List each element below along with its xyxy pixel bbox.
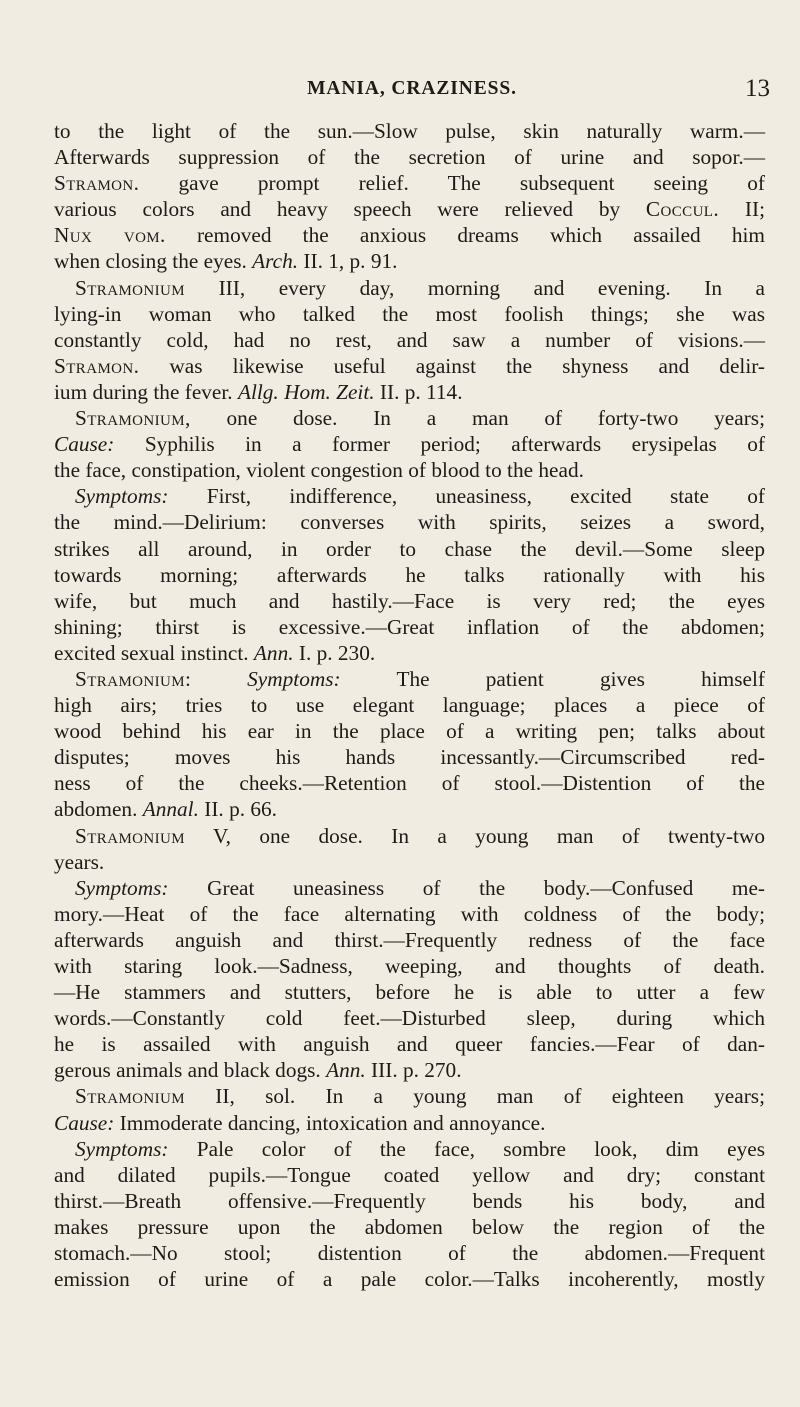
- text-run: towards morning; afterwards he talks rationally with his: [54, 562, 765, 587]
- text-line: [54, 170, 765, 196]
- text-run: III, every day, morning and evening. In a: [185, 275, 765, 300]
- text-run: excited sexual instinct.: [54, 640, 254, 665]
- italic-text: Symptoms:: [247, 666, 341, 691]
- text-line: [54, 875, 765, 901]
- text-run: —He stammers and stutters, before he is able to utter a few: [54, 980, 765, 1005]
- text-run: was likewise useful against the shyness and delir-: [139, 353, 765, 378]
- text-line: [54, 823, 765, 849]
- text-run: one dose. In a man of forty-two years;: [190, 406, 765, 431]
- text-line: [54, 405, 765, 431]
- text-run: II, sol. In a young man of eighteen years;: [185, 1084, 765, 1109]
- text-run: gave prompt relief. The subsequent seeing of: [139, 171, 765, 196]
- text-run: high airs; tries to use elegant language; places a piece of: [54, 693, 765, 718]
- text-line: [54, 536, 765, 562]
- text-run: emission of urine of a pale color.—Talks incoherently, mostly: [54, 1267, 765, 1292]
- text-run: II. 1, p. 91.: [298, 249, 398, 274]
- text-run: disputes; moves his hands incessantly.—Circumscribed red-: [54, 745, 765, 770]
- text-run: years.: [54, 849, 105, 874]
- text-run: the face, constipation, violent congestion of blood to the head.: [54, 458, 584, 483]
- italic-text: Annal.: [142, 797, 199, 822]
- text-run: lying-in woman who talked the most foolish things; she was: [54, 301, 765, 326]
- paragraph: [54, 483, 765, 666]
- italic-text: Cause:: [54, 432, 115, 457]
- text-line: [54, 614, 765, 640]
- text-run: words.—Constantly cold feet.—Disturbed sleep, during which: [54, 1006, 765, 1031]
- text-line: [54, 353, 765, 379]
- paragraph: [54, 823, 765, 875]
- text-run: Pale color of the face, sombre look, dim eyes: [168, 1136, 765, 1161]
- italic-text: Ann.: [253, 640, 294, 665]
- text-run: when closing the eyes.: [54, 249, 253, 274]
- text-line: [54, 1136, 765, 1162]
- text-line: [54, 1214, 765, 1240]
- text-run: various colors and heavy speech were relieved by: [54, 197, 646, 222]
- text-run: abdomen.: [54, 797, 143, 822]
- italic-text: Symptoms:: [75, 875, 169, 900]
- text-line: [54, 1266, 765, 1292]
- text-line: [54, 1240, 765, 1266]
- italic-text: Symptoms:: [75, 1136, 169, 1161]
- text-line: [54, 1188, 765, 1214]
- remedy-name: Stramon.: [54, 171, 140, 196]
- text-line: [54, 222, 765, 248]
- text-line: [54, 692, 765, 718]
- text-run: stomach.—No stool; distention of the abdomen.—Frequent: [54, 1241, 765, 1266]
- text-line: [54, 327, 765, 353]
- italic-text: Allg. Hom. Zeit.: [237, 379, 375, 404]
- text-line: [54, 379, 765, 405]
- text-line: [54, 640, 765, 666]
- text-line: [54, 1005, 765, 1031]
- text-run: Afterwards suppression of the secretion of urine and sopor.—: [54, 145, 765, 170]
- text-line: [54, 1162, 765, 1188]
- text-run: V, one dose. In a young man of twenty-two: [185, 823, 765, 848]
- chapter-title: MANIA, CRAZINESS.: [307, 78, 517, 99]
- text-line: [54, 1057, 765, 1083]
- text-line: [54, 718, 765, 744]
- italic-text: Symptoms:: [75, 484, 169, 509]
- text-run: removed the anxious dreams which assailed him: [165, 223, 765, 248]
- text-run: II. p. 66.: [198, 797, 277, 822]
- remedy-name: Stramonium,: [75, 406, 191, 431]
- text-run: thirst.—Breath offensive.—Frequently bends his body, and: [54, 1188, 765, 1213]
- text-run: First, indifference, uneasiness, excited state of: [168, 484, 765, 509]
- text-run: makes pressure upon the abdomen below the region of the: [54, 1214, 765, 1239]
- text-line: [54, 509, 765, 535]
- text-run: wood behind his ear in the place of a writing pen; talks about: [54, 719, 765, 744]
- paragraph: [54, 275, 765, 405]
- text-line: [54, 483, 765, 509]
- remedy-name: Nux vom.: [54, 223, 166, 248]
- page-number: 13: [745, 75, 770, 102]
- text-run: :: [185, 666, 248, 691]
- text-run: ness of the cheeks.—Retention of stool.—Distention of the: [54, 771, 765, 796]
- italic-text: Cause:: [54, 1110, 115, 1135]
- text-run: II;: [719, 197, 765, 222]
- italic-text: Ann.: [326, 1058, 366, 1083]
- text-run: Syphilis in a former period; afterwards erysipelas of: [114, 432, 765, 457]
- text-line: [54, 431, 765, 457]
- text-line: [54, 562, 765, 588]
- running-head: [54, 75, 770, 110]
- body-text: [54, 118, 765, 1292]
- text-run: shining; thirst is excessive.—Great inflation of the abdomen;: [54, 614, 765, 639]
- remedy-name: Stramonium: [75, 275, 186, 300]
- text-line: [54, 248, 765, 274]
- text-run: gerous animals and black dogs.: [54, 1058, 327, 1083]
- text-run: with staring look.—Sadness, weeping, and thoughts of death.: [54, 954, 765, 978]
- text-line: [54, 901, 765, 927]
- remedy-name: Coccul.: [645, 197, 720, 222]
- text-run: the mind.—Delirium: converses with spirits, seizes a sword,: [54, 510, 765, 535]
- paragraph: [54, 875, 765, 1084]
- text-run: wife, but much and hastily.—Face is very red; the eyes: [54, 588, 765, 613]
- text-line: [54, 457, 765, 483]
- text-line: [54, 796, 765, 822]
- text-line: [54, 1110, 765, 1136]
- text-line: [54, 666, 765, 692]
- text-run: and dilated pupils.—Tongue coated yellow and dry; constant: [54, 1162, 765, 1187]
- italic-text: Arch.: [252, 249, 299, 274]
- text-run: mory.—Heat of the face alternating with coldness of the body;: [54, 901, 765, 926]
- text-line: [54, 1031, 765, 1057]
- text-run: III. p. 270.: [365, 1058, 462, 1083]
- text-run: II. p. 114.: [374, 379, 463, 404]
- text-line: [54, 927, 765, 953]
- text-line: [54, 118, 765, 144]
- text-run: he is assailed with anguish and queer fancies.—Fear of dan-: [54, 1032, 765, 1057]
- text-line: [54, 144, 765, 170]
- text-run: afterwards anguish and thirst.—Frequently redness of the face: [54, 927, 765, 952]
- text-line: [54, 1083, 765, 1109]
- paragraph: [54, 1136, 765, 1293]
- text-line: [54, 744, 765, 770]
- paragraph: [54, 666, 765, 823]
- remedy-name: Stramon.: [54, 353, 140, 378]
- text-line: [54, 196, 765, 222]
- text-run: constantly cold, had no rest, and saw a number of visions.—: [54, 327, 765, 352]
- remedy-name: Stramonium: [75, 823, 186, 848]
- text-line: [54, 301, 765, 327]
- text-line: [54, 979, 765, 1005]
- text-line: [54, 588, 765, 614]
- paragraph: [54, 405, 765, 483]
- text-run: strikes all around, in order to chase the devil.—Some sleep: [54, 536, 765, 561]
- text-line: [54, 275, 765, 301]
- text-line: [54, 953, 765, 979]
- text-line: [54, 849, 765, 875]
- paragraph: [54, 118, 765, 275]
- text-run: Great uneasiness of the body.—Confused me-: [168, 875, 765, 900]
- remedy-name: Stramonium: [75, 1084, 186, 1109]
- text-run: I. p. 230.: [293, 640, 376, 665]
- paragraph: [54, 1083, 765, 1135]
- text-run: ium during the fever.: [54, 379, 238, 404]
- text-run: The patient gives himself: [340, 666, 765, 691]
- remedy-name: Stramonium: [75, 666, 186, 691]
- text-line: [54, 770, 765, 796]
- text-run: to the light of the sun.—Slow pulse, skin naturally warm.—: [54, 119, 765, 143]
- text-run: Immoderate dancing, intoxication and annoyance.: [114, 1110, 546, 1135]
